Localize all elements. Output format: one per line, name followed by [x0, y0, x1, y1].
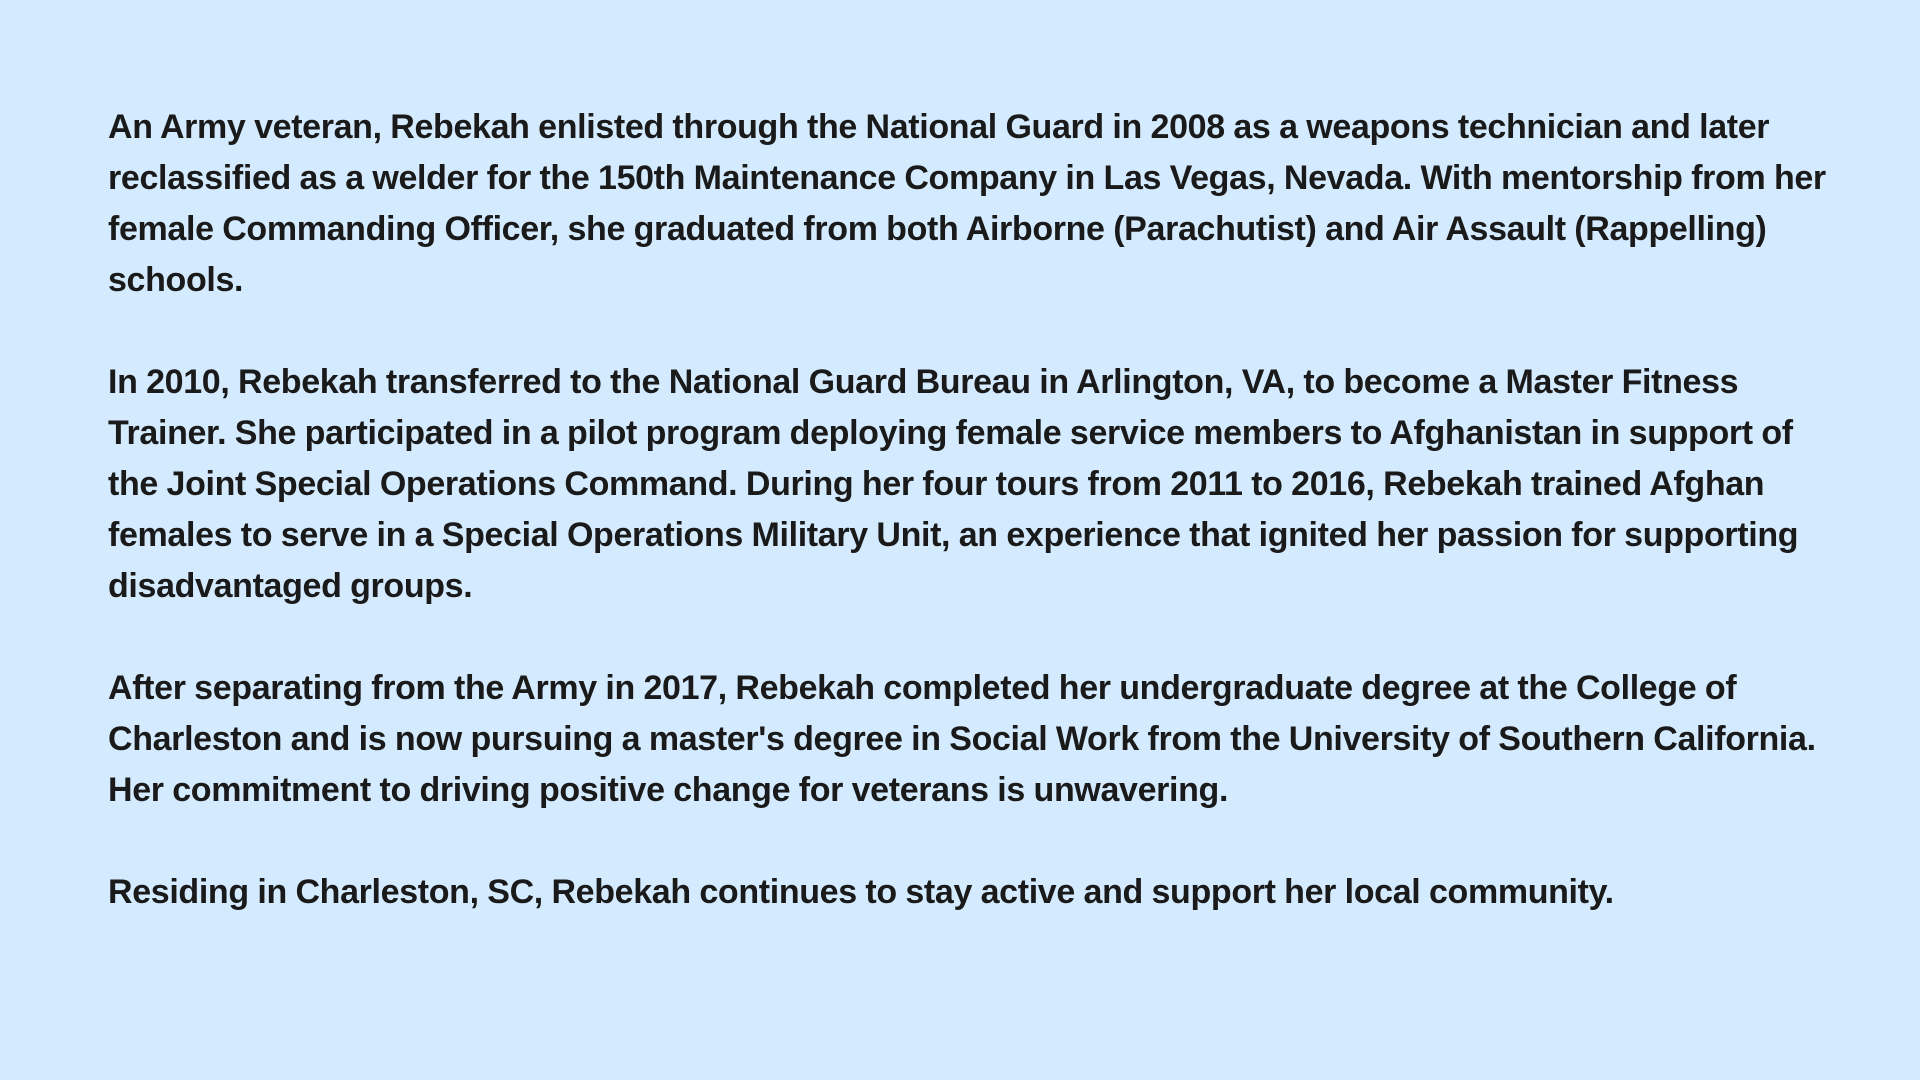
bio-paragraph-education: After separating from the Army in 2017, Rebekah completed her undergraduate degree at the College of Charleston and is now pursuing a master's degree in Social Work from the University of Southern California. Her commitment to driving positive change for veterans is unwavering. [108, 669, 1816, 809]
bio-paragraph-deployment: In 2010, Rebekah transferred to the National Guard Bureau in Arlington, VA, to become a Master Fitness Trainer. She participated in a pilot program deploying female service members to Afghanistan in support of the Joint Special Operations Command. During her four tours from 2011 to 2016, Rebekah trained Afghan females to serve in a Special Operations Military Unit, an experience that ignited her passion for supporting disadvantaged groups. [108, 363, 1799, 605]
bio-text-block [108, 102, 1828, 969]
bio-paragraph-enlistment: An Army veteran, Rebekah enlisted through the National Guard in 2008 as a weapons technician and later reclassified as a welder for the 150th Maintenance Company in Las Vegas, Nevada. With mentorship from her female Commanding Officer, she graduated from both Airborne (Parachutist) and Air Assault (Rappelling) schools. [108, 108, 1826, 299]
bio-paragraph-residence: Residing in Charleston, SC, Rebekah continues to stay active and support her local community. [108, 873, 1614, 911]
